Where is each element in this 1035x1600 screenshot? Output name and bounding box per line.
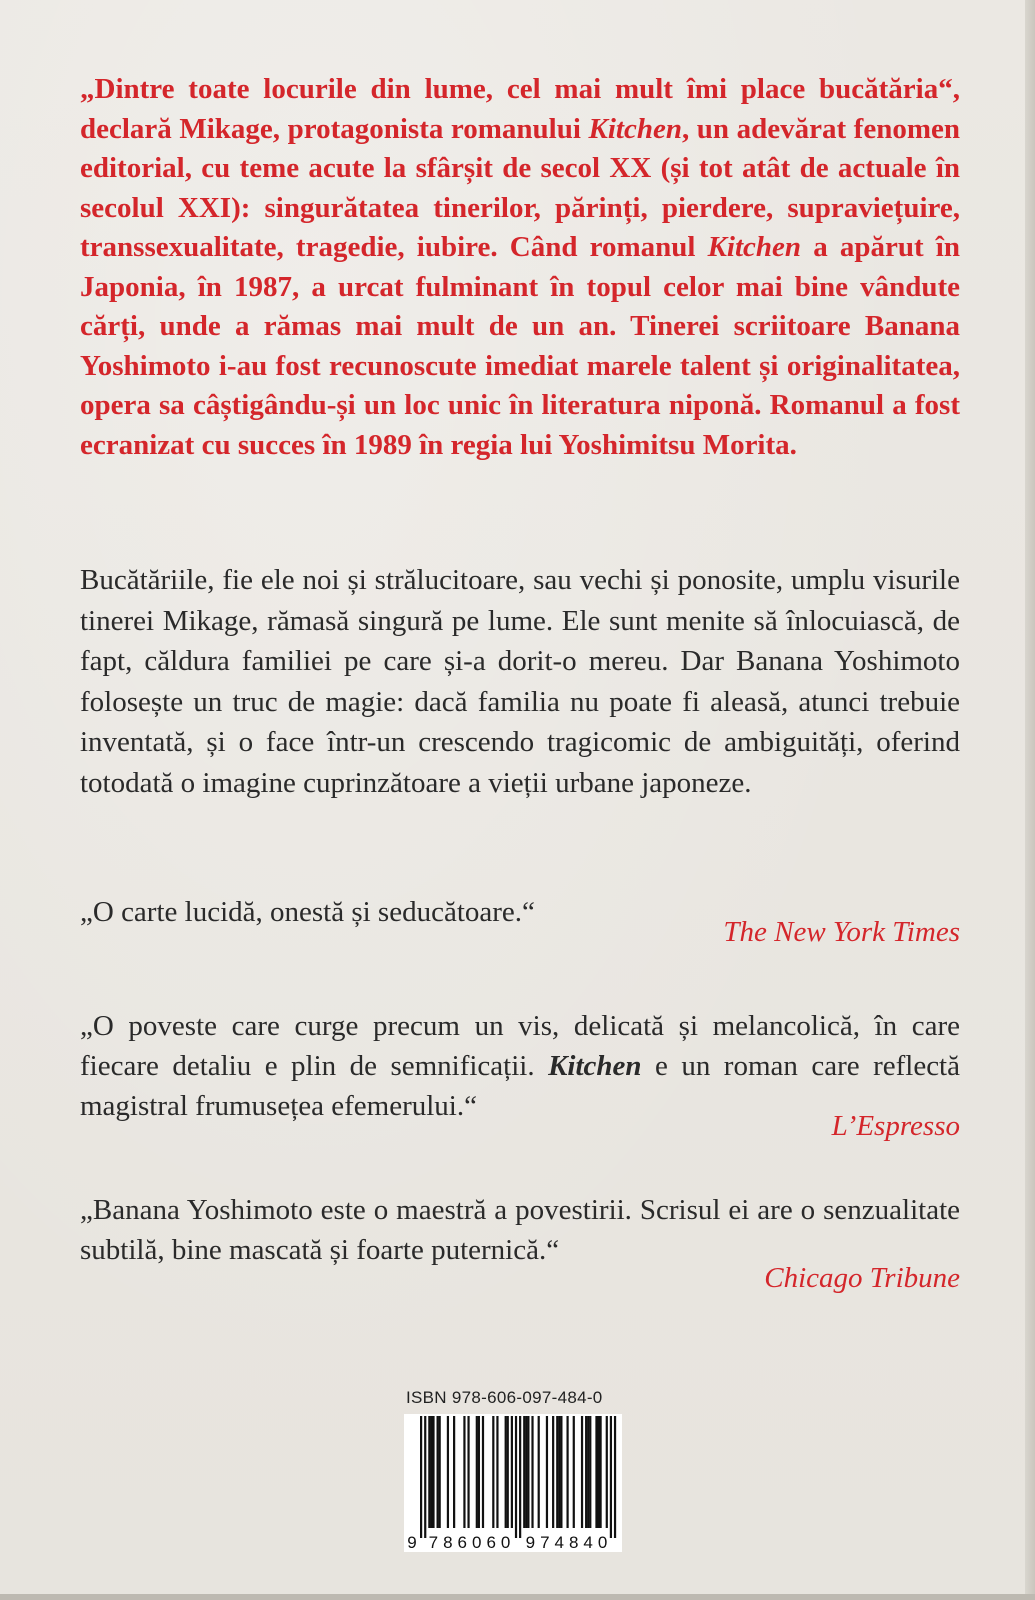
barcode-bar <box>566 1416 568 1528</box>
barcode-digit: 9 <box>525 1533 536 1552</box>
barcode-digit: 8 <box>443 1533 453 1552</box>
barcode-digit: 6 <box>457 1533 468 1552</box>
barcode-digit: 4 <box>554 1533 564 1552</box>
barcode-bar <box>525 1416 527 1528</box>
barcode-bar <box>507 1416 509 1528</box>
barcode-digit: 6 <box>486 1533 496 1552</box>
barcode-digit: 0 <box>500 1533 511 1552</box>
barcode-bar <box>552 1416 554 1528</box>
quote-3-source: Chicago Tribune <box>764 1262 960 1294</box>
barcode-bar <box>492 1416 494 1528</box>
barcode-bar <box>478 1416 480 1528</box>
cover-edge-right <box>1025 0 1035 1600</box>
barcode-digit: 0 <box>472 1533 482 1552</box>
barcode-bar <box>515 1416 517 1538</box>
quote-2-pre: „O poveste care curge precum un vis, delicată și melancolică, în care fiecare detaliu e plin de semnificații. <box>80 1010 960 1082</box>
blurb-title-kitchen-1: Kitchen <box>588 112 682 145</box>
quote-1-source: The New York Times <box>723 916 960 948</box>
quote-3-text: „Banana Yoshimoto este o maestră a povestirii. Scrisul ei are o senzualitate subtilă, bine mascată și foarte puternică.“ <box>80 1194 960 1266</box>
barcode-bar <box>523 1416 525 1528</box>
barcode-bar <box>556 1416 558 1528</box>
barcode-bar <box>476 1416 478 1528</box>
barcode-bar <box>482 1416 484 1528</box>
isbn-block <box>404 1388 624 1552</box>
barcode-bar <box>437 1416 439 1528</box>
barcode <box>404 1414 622 1552</box>
barcode-digit: 7 <box>428 1533 439 1552</box>
blurb-part-1: „Dintre toate locurile din lume, cel mai mult îmi place bucătăria“, declară Mikage, protagonista romanului <box>80 73 960 145</box>
barcode-digit: 4 <box>583 1533 593 1552</box>
blurb-part-2: , un adevărat fenomen editorial, cu teme acute la sfârșit de secol XX (și tot atât de actuale în secolul XXI): singurătatea tinerilor, părinți, pierdere, supraviețuire, transsexualitate, tragedie, iubire. Când romanul <box>80 112 960 263</box>
barcode-bar <box>467 1416 469 1528</box>
barcode-bar <box>558 1416 560 1528</box>
barcode-bar <box>432 1416 434 1528</box>
barcode-bar <box>496 1416 498 1528</box>
quote-2-text <box>80 1006 960 1126</box>
blurb-part-3: a apărut în Japonia, în 1987, a urcat fulminant în topul celor mai bine vândute cărți, unde a rămas mai mult de un an. Tinerei scriitoare Banana Yoshimoto i-au fost recunoscute imediat marele talent și originalitatea, opera sa câștigându-și un loc unic în literatura niponă. Romanul a fost ecranizat cu succes în 1989 în regia lui Yoshimitsu Morita. <box>80 231 960 461</box>
barcode-bar <box>581 1416 583 1528</box>
barcode-bar <box>610 1416 612 1538</box>
barcode-bar <box>527 1416 529 1528</box>
barcode-bar <box>430 1416 432 1528</box>
barcode-bar <box>428 1416 430 1528</box>
barcode-bar <box>538 1416 540 1528</box>
blurb-title-kitchen-2: Kitchen <box>707 231 802 263</box>
barcode-bar <box>599 1416 601 1528</box>
barcode-bar <box>606 1416 608 1528</box>
barcode-bar <box>614 1416 616 1538</box>
description-paragraph: Bucătăriile, fie ele noi și strălucitoare, sau vechi și ponosite, umplu visurile tinerei Mikage, rămasă singură pe lume. Ele sunt menite să înlocuiască, de fapt, căldura familiei pe care și-a dorit-o mereu. Dar Banana Yoshimoto folosește un truc de magie: dacă familia nu poate fi aleasă, atunci trebuie inventată, și o face într-un crescendo tragicomic de ambiguități, oferind totodată o imagine cuprinzătoare a vieții urbane japoneze. <box>80 564 960 799</box>
barcode-digit: 9 <box>407 1533 417 1552</box>
barcode-bar <box>589 1416 591 1528</box>
barcode-bar <box>463 1416 465 1528</box>
cover-edge-bottom <box>0 1594 1035 1600</box>
quote-2-title-kitchen: Kitchen <box>548 1050 642 1082</box>
barcode-bar <box>595 1416 597 1528</box>
quote-2-post: e un roman care reflectă magistral frumusețea efemerului.“ <box>80 1050 960 1122</box>
barcode-bar <box>439 1416 441 1528</box>
barcode-bar <box>585 1416 587 1528</box>
barcode-bar <box>560 1416 562 1528</box>
barcode-bar <box>420 1416 422 1538</box>
barcode-bar <box>546 1416 548 1528</box>
barcode-bar <box>505 1416 507 1528</box>
quote-1-text: „O carte lucidă, onestă și seducătoare.“ <box>80 896 535 928</box>
barcode-bar <box>453 1416 455 1528</box>
isbn-label: ISBN 978-606-097-484-0 <box>406 1388 603 1407</box>
barcode-digit: 7 <box>540 1533 550 1552</box>
barcode-bar <box>447 1416 449 1528</box>
barcode-digit: 8 <box>568 1533 579 1552</box>
barcode-bar <box>587 1416 589 1528</box>
blurb-paragraph <box>80 70 960 465</box>
barcode-bar <box>597 1416 599 1528</box>
barcode-bar <box>519 1416 521 1538</box>
barcode-digit: 0 <box>597 1533 608 1552</box>
barcode-bar <box>424 1416 426 1538</box>
barcode-bar <box>531 1416 533 1528</box>
barcode-bar <box>511 1416 513 1528</box>
quote-2-source: L’Espresso <box>831 1110 960 1142</box>
barcode-bar <box>573 1416 575 1528</box>
